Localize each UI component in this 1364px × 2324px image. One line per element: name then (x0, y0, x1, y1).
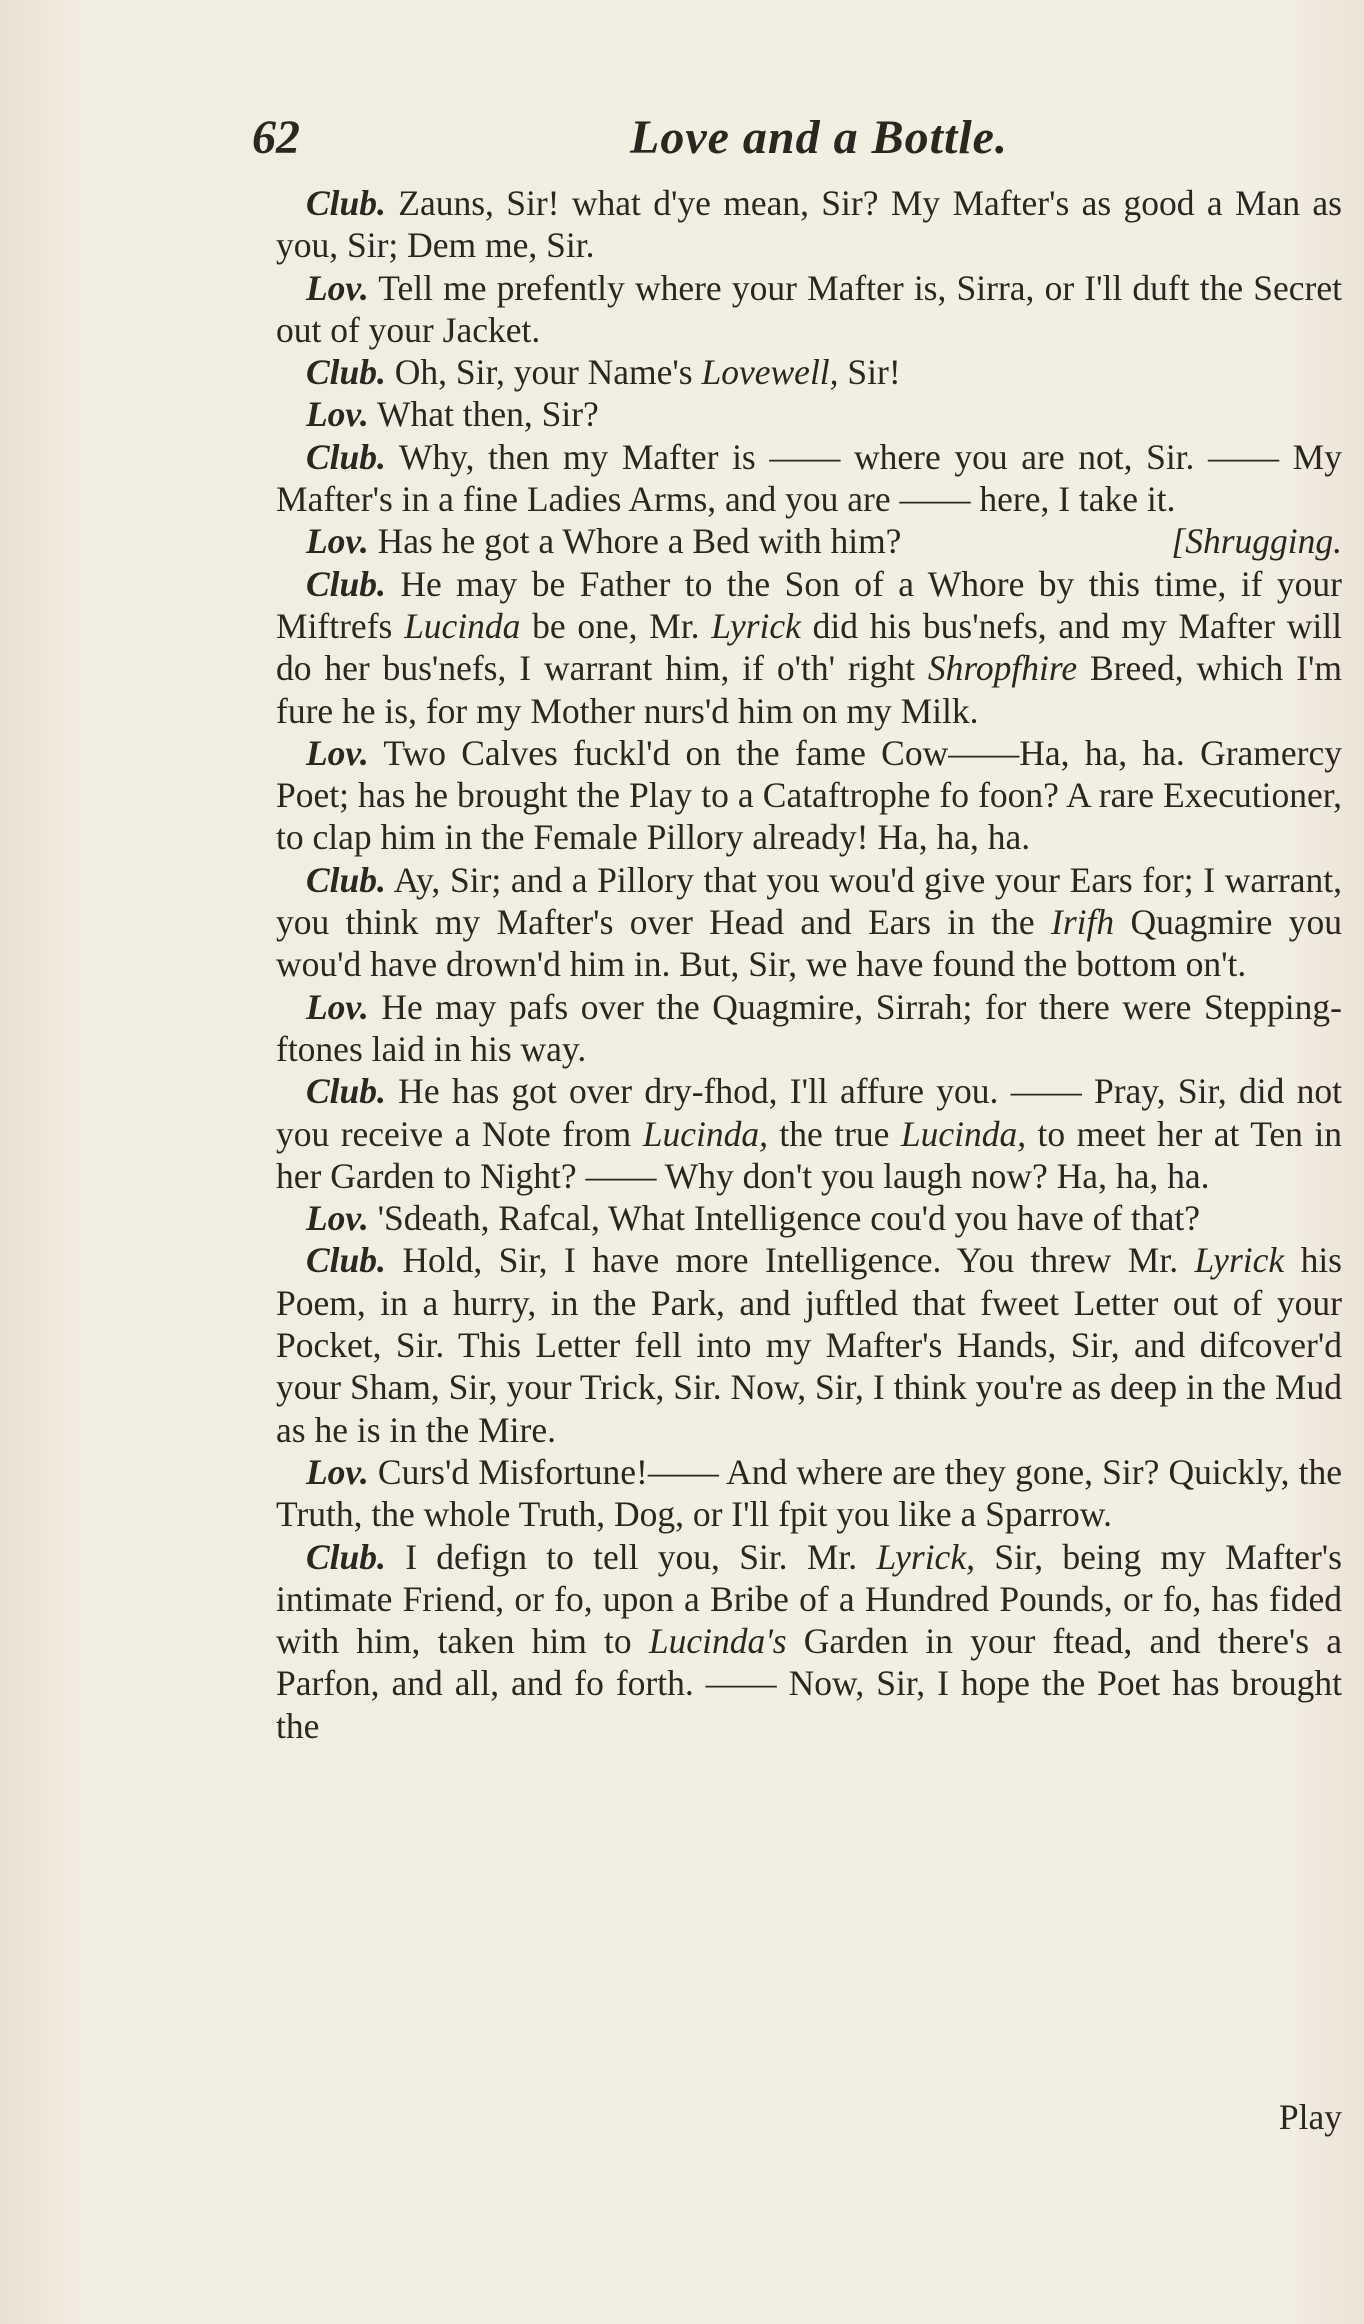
speech-paragraph (276, 732, 1342, 859)
speech-text: Quagmire you wou'd have drown'd him in. But, Sir, we have found the bottom on't. (276, 902, 1343, 985)
speech-paragraph (276, 1197, 1342, 1239)
speaker-name: Club. (306, 1071, 386, 1112)
page-header (252, 110, 1342, 180)
speech-paragraph (276, 1070, 1342, 1197)
italic-name: Lovewell, (701, 352, 839, 393)
speech-text: Curs'd Misfortune!—— And where are they gone, Sir? Quickly, the Truth, the whole Truth, Dog, or I'll fpit you like a Sparrow. (276, 1451, 1342, 1535)
speech-text: Why, then my Mafter is —— where you are not, Sir. —— My Mafter's in a fine Ladies Arms, and you are —— here, I take it. (276, 436, 1342, 520)
italic-name: Lucinda (404, 605, 521, 646)
speech-text: did his bus'nefs, and my Mafter will do her bus'nefs, I warrant him, if o'th' right (276, 605, 1342, 689)
speech-paragraph (276, 859, 1342, 986)
speech-text: Hold, Sir, I have more Intelligence. You threw Mr. (385, 1240, 1195, 1281)
speech-text: Has he got a Whore a Bed with him? (368, 521, 902, 562)
speech-text: be one, Mr. (520, 605, 712, 646)
speech-text: to meet her at Ten in her Garden to Night? —— Why don't you laugh now? Ha, ha, ha. (276, 1113, 1342, 1196)
speaker-name: Lov. (306, 521, 369, 562)
speech-paragraph (276, 393, 1342, 435)
catchword: Play (1278, 2097, 1342, 2137)
speech-paragraph (276, 986, 1342, 1071)
italic-name: Shropfhire (927, 648, 1078, 689)
speaker-name: Club. (306, 859, 386, 900)
speech-text: He may be Father to the Son of a Whore by this time, if your Miftrefs (276, 563, 1342, 646)
running-title: Love and a Bottle. (630, 111, 1008, 164)
italic-name: Lucinda, (900, 1113, 1027, 1154)
speaker-name: Club. (306, 183, 386, 223)
speaker-name: Lov. (306, 1451, 369, 1492)
speaker-name: Lov. (306, 986, 369, 1027)
speech-text: Breed, which I'm fure he is, for my Mother nurs'd him on my Milk. (276, 648, 1342, 731)
speaker-name: Lov. (306, 732, 369, 773)
speech-text: 'Sdeath, Rafcal, What Intelligence cou'd you have of that? (368, 1198, 1201, 1239)
speech-text: the true (767, 1113, 901, 1154)
speaker-name: Club. (306, 1240, 386, 1281)
speech-text: He may pafs over the Quagmire, Sirrah; for there were Stepping-ftones laid in his way. (276, 986, 1342, 1069)
speech-text: Zauns, Sir! what d'ye mean, Sir? My Mafter's as good a Man as you, Sir; Dem me, Sir. (276, 183, 1342, 266)
speech-paragraph (276, 1451, 1342, 1536)
speech-paragraph (276, 1239, 1342, 1450)
dialogue-text (276, 182, 1342, 1747)
speech-text: Sir! (838, 352, 901, 393)
speaker-name: Club. (306, 1536, 386, 1577)
speaker-name: Club. (306, 563, 386, 604)
speaker-name: Club. (306, 352, 386, 393)
speech-text: I defign to tell you, Sir. Mr. (385, 1536, 877, 1577)
speech-paragraph (276, 351, 1342, 393)
speech-text: Ay, Sir; and a Pillory that you wou'd give your Ears for; I warrant, you think my Mafter's over Head and Ears in the (276, 859, 1342, 943)
italic-name: Lucinda, (642, 1113, 768, 1154)
speech-paragraph (276, 563, 1342, 732)
italic-name: Lucinda's (648, 1621, 787, 1662)
speaker-name: Lov. (306, 1198, 369, 1239)
speech-text: Two Calves fuckl'd on the fame Cow——Ha, ha, ha. Gramercy Poet; has he brought the Play to a Cataftrophe fo foon? A rare Executioner, to clap him in the Female Pillory already! Ha, ha, ha. (276, 732, 1342, 858)
speaker-name: Club. (306, 436, 386, 477)
speech-text: Oh, Sir, your Name's (385, 352, 702, 393)
speech-text: Garden in your ftead, and there's a Parfon, and all, and fo forth. —— Now, Sir, I hope the Poet has brought the (276, 1621, 1343, 1746)
speaker-name: Lov. (306, 394, 369, 435)
speech-paragraph (276, 267, 1342, 352)
speech-text: Sir, being my Mafter's intimate Friend, or fo, upon a Bribe of a Hundred Pounds, or fo, has fided with him, taken him to (276, 1536, 1342, 1662)
speech-paragraph (276, 1536, 1342, 1747)
page-number: 62 (252, 111, 300, 164)
speech-paragraph (276, 182, 1342, 267)
italic-name: Lyrick (1194, 1240, 1285, 1281)
stage-direction: [Shrugging. (1171, 521, 1342, 562)
italic-name: Lyrick, (876, 1536, 975, 1577)
speech-text: He has got over dry-fhod, I'll affure you. —— Pray, Sir, did not you receive a Note from (276, 1071, 1342, 1154)
speech-text: his Poem, in a hurry, in the Park, and juftled that fweet Letter out of your Pocket, Sir. This Letter fell into my Mafter's Hands, Sir, and difcover'd your Sham, Sir, your Trick, Sir. Now, Sir, I think you're as deep in the Mud as he is in the Mire. (276, 1240, 1342, 1450)
speech-text: What then, Sir? (368, 394, 599, 435)
italic-name: Irifh (1051, 902, 1115, 943)
speech-text: Tell me prefently where your Mafter is, Sirra, or I'll duft the Secret out of your Jacket. (276, 267, 1342, 350)
italic-name: Lyrick (711, 605, 801, 646)
speaker-name: Lov. (306, 267, 369, 308)
